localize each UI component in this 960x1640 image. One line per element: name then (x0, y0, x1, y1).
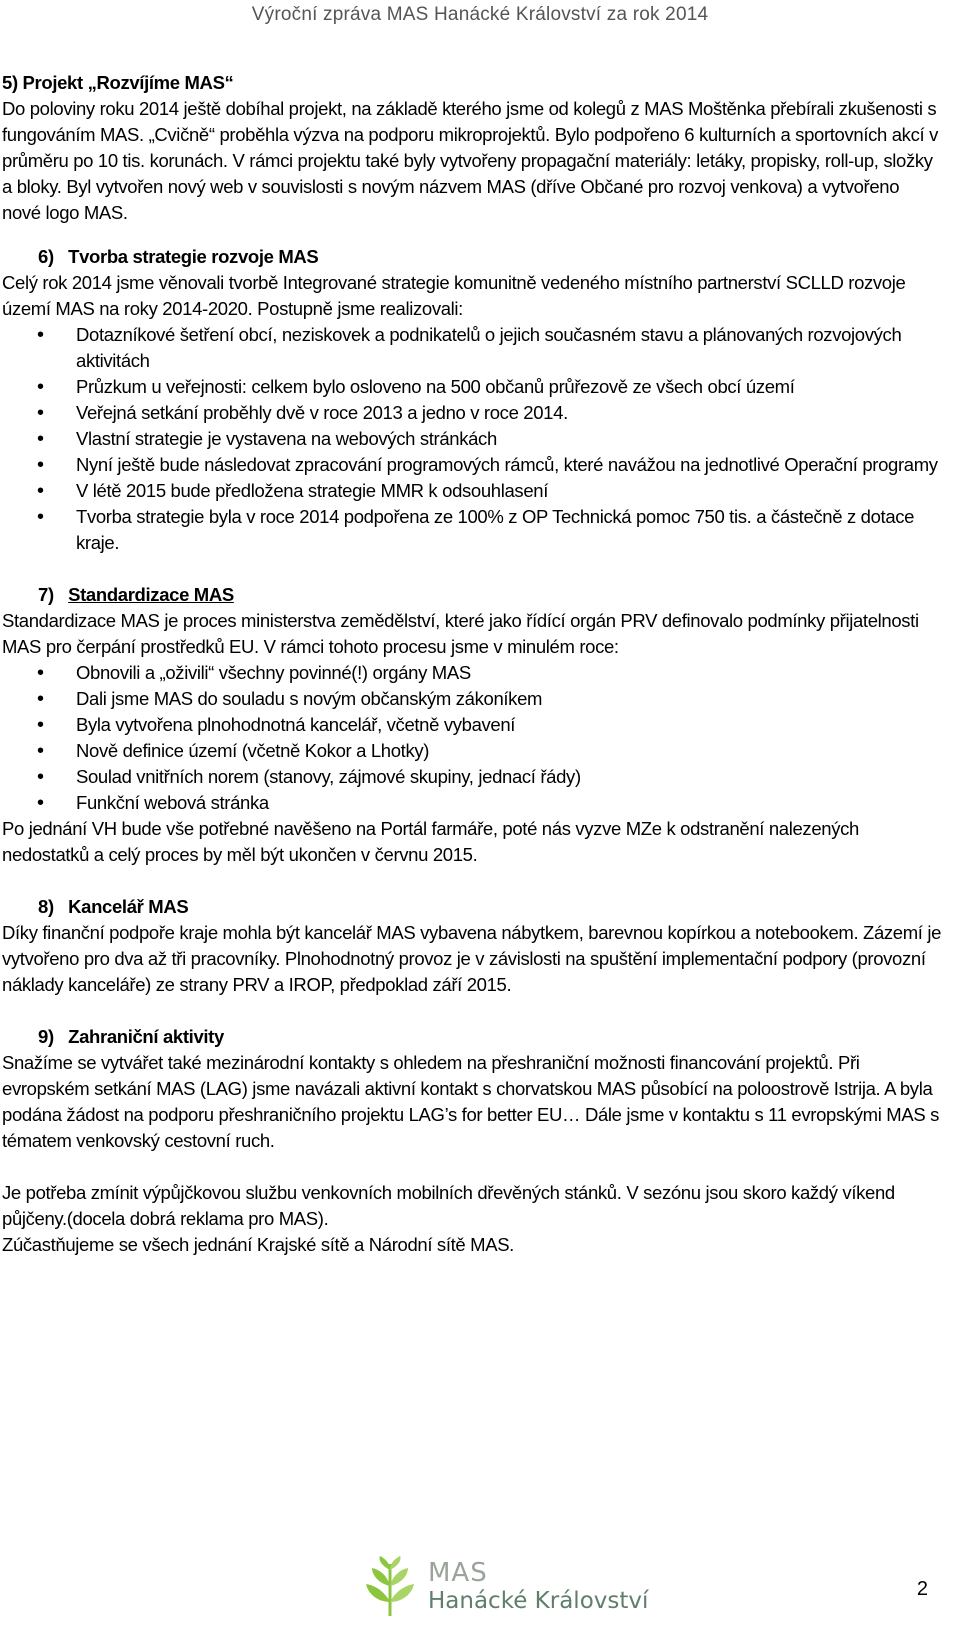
section-8-heading: Kancelář MAS (68, 896, 189, 917)
section-6-title (2, 244, 942, 270)
list-item: • Funkční webová stránka (2, 790, 942, 816)
section-6-body: Celý rok 2014 jsme věnovali tvorbě Integrované strategie komunitně vedeného místního partnerství SCLLD rozvoje území MAS na roky 2014-2020. Postupně jsme realizovali: (2, 272, 906, 319)
section-9-body: Snažíme se vytvářet také mezinárodní kontakty s ohledem na přeshraniční možnosti financování projektů. Při evropském setkání MAS (LAG) jsme navázali aktivní kontakt s chorvatskou MAS působící na poloostrově Istrija. A byla podána žádost na podporu přeshraničního projektu LAG’s for better EU… Dále jsme v kontaktu s 11 evropskými MAS s tématem venkovský cestovní ruch. (2, 1052, 940, 1151)
page-number: 2 (916, 1578, 928, 1600)
section-6-number: 6) (38, 246, 54, 267)
list-item: • Obnovili a „oživili“ všechny povinné(!) orgány MAS (2, 660, 942, 686)
list-item: • Veřejná setkání proběhly dvě v roce 2013 a jedno v roce 2014. (2, 400, 942, 426)
section-7-title (2, 582, 942, 608)
list-item: • Dali jsme MAS do souladu s novým občanským zákoníkem (2, 686, 942, 712)
section-8-body: Díky finanční podpoře kraje mohla být kancelář MAS vybavena nábytkem, barevnou kopírkou a notebookem. Zázemí je vytvořeno pro dva až tři pracovníky. Plnohodnotný provoz je v závislosti na spuštění implementační podpory (provozní náklady kanceláře) ze strany PRV a IROP, předpoklad září 2015. (2, 922, 942, 995)
section-9-number: 9) (38, 1026, 54, 1047)
list-item: • Nyní ještě bude následovat zpracování programových rámců, které navážou na jednotlivé Operační programy (2, 452, 942, 478)
section-9-heading: Zahraniční aktivity (68, 1026, 224, 1047)
closing-paragraph-1: Je potřeba zmínit výpůjčkovou službu venkovních mobilních dřevěných stánků. V sezónu jsou skoro každý víkend půjčeny.(docela dobrá reklama pro MAS). (2, 1182, 895, 1229)
list-item: • Tvorba strategie byla v roce 2014 podpořena ze 100% z OP Technická pomoc 750 tis. a částečně z dotace kraje. (2, 504, 942, 556)
section-5-body: Do poloviny roku 2014 ještě dobíhal projekt, na základě kterého jsme od kolegů z MAS Moštěnka přebírali zkušenosti s fungováním MAS. „Cvičně“ proběhla výzva na podporu mikroprojektů. Bylo podpořeno 6 kulturních a sportovních akcí v průměru po 10 tis. korunách. V rámci projektu také byly vytvořeny propagační materiály: letáky, propisky, roll-up, složky a bloky. Byl vytvořen nový web v souvislosti s novým názvem MAS (dříve Občané pro rozvoj venkova) a vytvořeno nové logo MAS. (2, 98, 938, 223)
section-7-body: Standardizace MAS je proces ministerstva zemědělství, které jako řídící orgán PRV definovalo podmínky přijatelnosti MAS pro čerpání prostředků EU. V rámci tohoto procesu jsme v minulém roce: (2, 610, 919, 657)
logo-text-mas: MAS (428, 1558, 488, 1588)
list-item: • Dotazníkové šetření obcí, neziskovek a podnikatelů o jejich současném stavu a plánovaných rozvojových aktivitách (2, 322, 942, 374)
section-7-heading: Standardizace MAS (68, 584, 234, 605)
list-item: • Průzkum u veřejnosti: celkem bylo osloveno na 500 občanů průřezově ze všech obcí území (2, 374, 942, 400)
section-8-number: 8) (38, 896, 54, 917)
running-header: Výroční zpráva MAS Hanácké Království za rok 2014 (251, 4, 709, 25)
list-item: • Soulad vnitřních norem (stanovy, zájmové skupiny, jednací řády) (2, 764, 942, 790)
section-6-heading: Tvorba strategie rozvoje MAS (68, 246, 319, 267)
document-body (2, 70, 942, 1258)
list-item: • V létě 2015 bude předložena strategie MMR k odsouhlasení (2, 478, 942, 504)
section-6-list (2, 322, 942, 556)
list-item: • Nově definice území (včetně Kokor a Lhotky) (2, 738, 942, 764)
closing-paragraph-2: Zúčastňujeme se všech jednání Krajské sítě a Národní sítě MAS. (2, 1234, 514, 1255)
logo-text-name: Hanácké Království (428, 1588, 649, 1614)
section-7-after: Po jednání VH bude vše potřebné navěšeno na Portál farmáře, poté nás vyzve MZe k odstranění nalezených nedostatků a celý proces by měl být ukončen v červnu 2015. (2, 818, 859, 865)
section-9-title (2, 1024, 942, 1050)
list-item: • Vlastní strategie je vystavena na webových stránkách (2, 426, 942, 452)
section-5-title: 5) Projekt „Rozvíjíme MAS“ (2, 72, 234, 93)
list-item: • Byla vytvořena plnohodnotná kancelář, včetně vybavení (2, 712, 942, 738)
mas-logo (360, 1556, 649, 1620)
section-7-list (2, 660, 942, 816)
wheat-leaf-icon (360, 1556, 420, 1620)
section-7-number: 7) (38, 584, 54, 605)
section-8-title (2, 894, 942, 920)
